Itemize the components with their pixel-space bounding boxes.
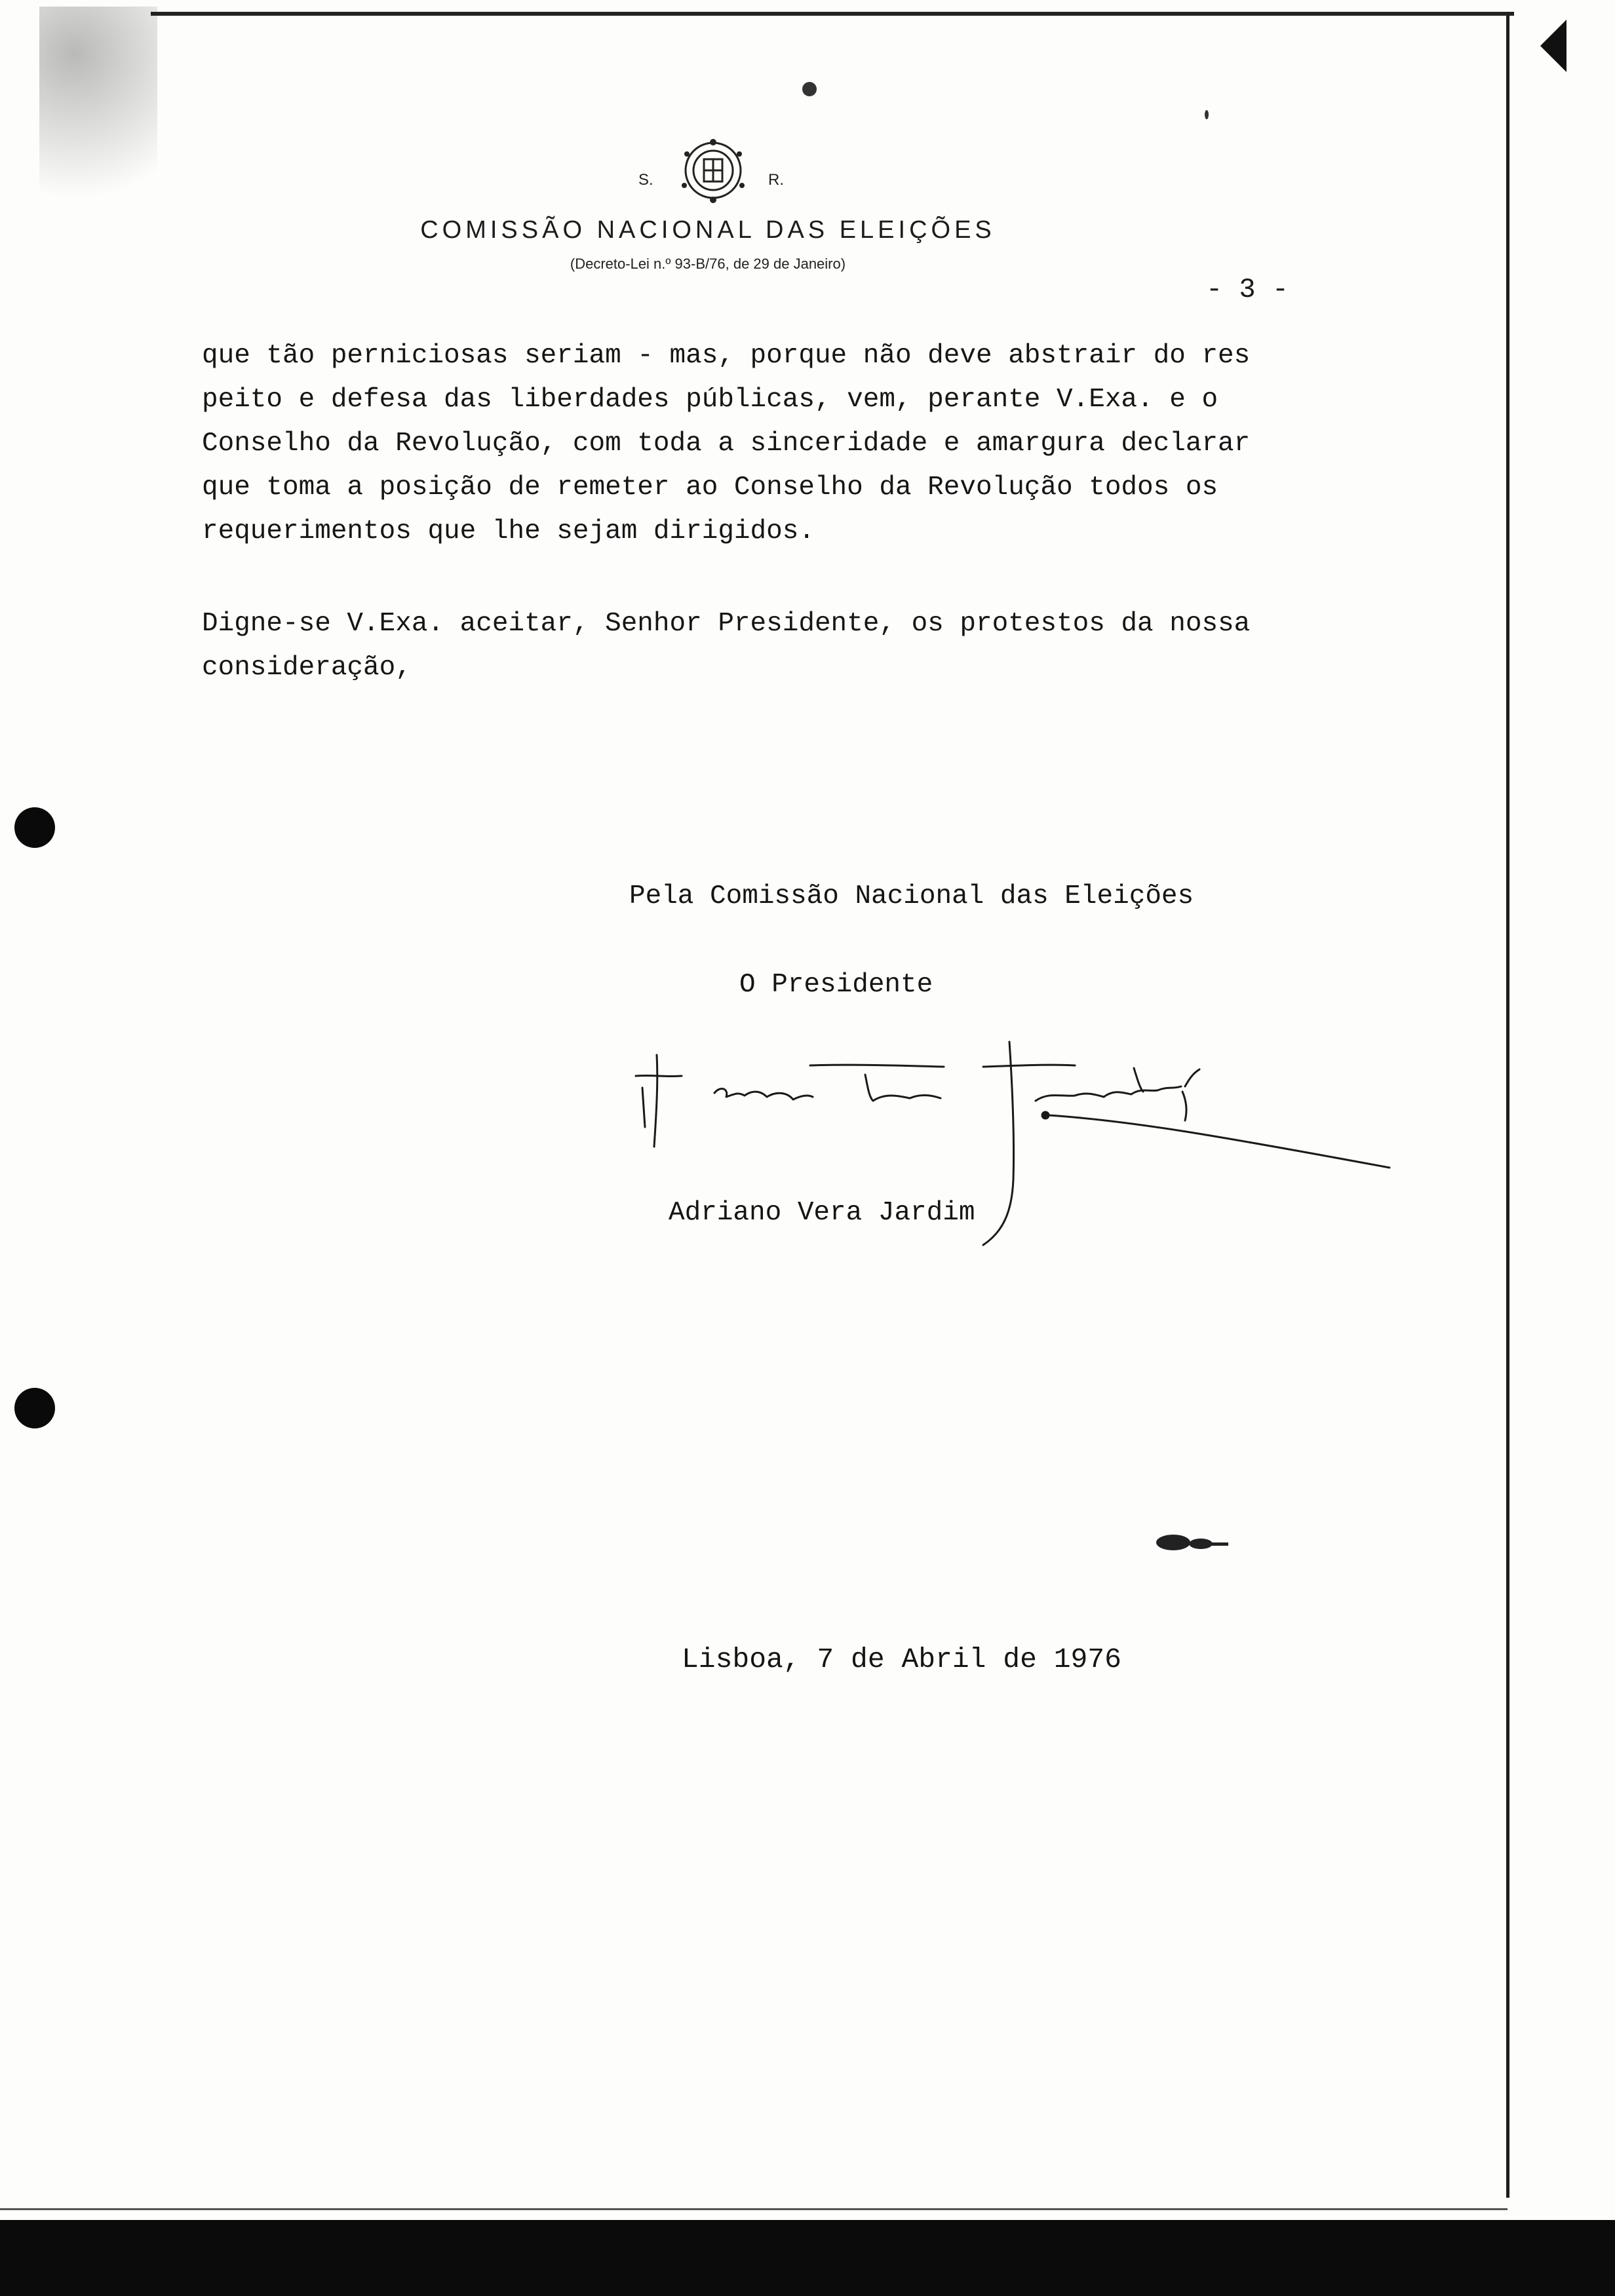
commission-title: COMISSÃO NACIONAL DAS ELEIÇÕES (420, 216, 996, 244)
page-number: - 3 - (1206, 274, 1289, 305)
ink-smudge (1154, 1528, 1232, 1554)
seal-right-letter: R. (768, 171, 784, 189)
body-line: requerimentos que lhe sejam dirigidos. (202, 516, 815, 546)
letter-body (202, 334, 1401, 690)
body-line: Conselho da Revolução, com toda a sinceridade e amargura declarar (202, 429, 1251, 459)
seal-left-letter: S. (638, 171, 653, 189)
scan-arrow-icon (1527, 13, 1573, 79)
decree-reference: (Decreto-Lei n.º 93-B/76, de 29 de Janeiro) (570, 256, 846, 272)
date-line: Lisboa, 7 de Abril de 1976 (682, 1643, 1121, 1675)
punch-hole (14, 807, 55, 848)
body-line: que toma a posição de remeter ao Conselho da Revolução todos os (202, 472, 1218, 503)
scan-border-top (151, 12, 1514, 16)
body-line: Digne-se V.Exa. aceitar, Senhor Presidente, os protestos da nossa (202, 609, 1251, 639)
body-line: consideração, (202, 653, 412, 683)
letterhead-seal (629, 134, 800, 206)
body-line: peito e defesa das liberdades públicas, vem, perante V.Exa. e o (202, 385, 1218, 415)
signature-organization: Pela Comissão Nacional das Eleições (629, 881, 1194, 911)
body-line: que tão perniciosas seriam - mas, porque não deve abstrair do res (202, 341, 1251, 371)
scan-border-bottom (0, 2208, 1508, 2210)
punch-hole (14, 1388, 55, 1428)
signature-title: O Presidente (739, 970, 933, 1000)
scan-noise (39, 7, 157, 242)
scan-bottom-band (0, 2220, 1615, 2296)
scan-border-right (1506, 16, 1509, 2198)
coat-of-arms-icon (667, 134, 759, 206)
ink-speck (1205, 110, 1209, 119)
ink-speck (802, 82, 817, 96)
signatory-name: Adriano Vera Jardim (669, 1198, 975, 1228)
